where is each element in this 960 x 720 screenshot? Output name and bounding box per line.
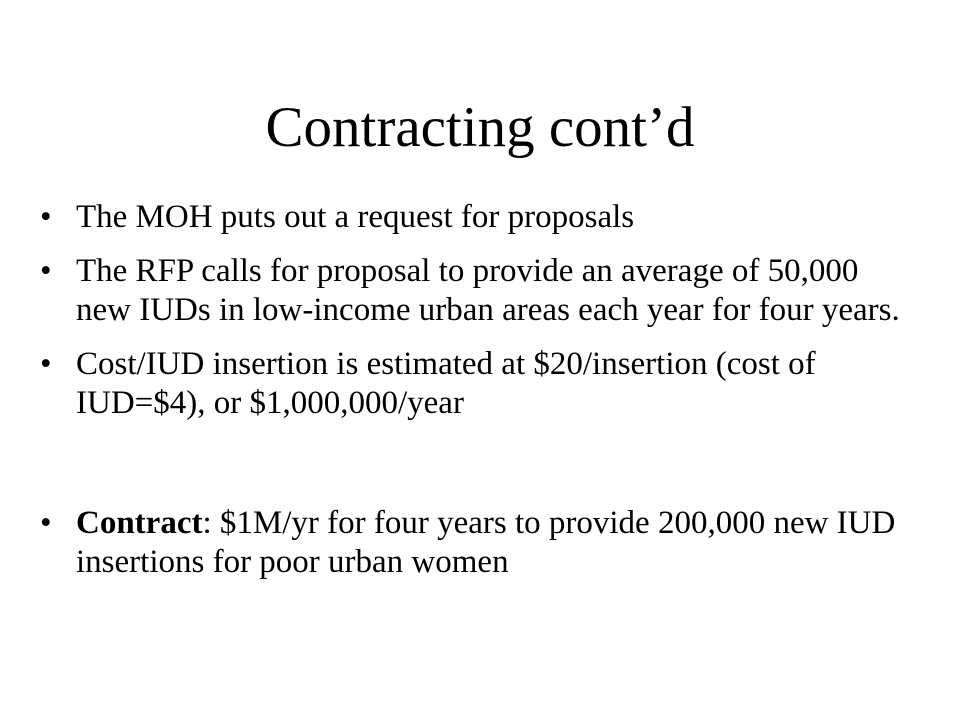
- slide-title: Contracting cont’d: [265, 96, 695, 159]
- bullet-lead-bold: Contract: [76, 505, 203, 541]
- bullet-item: [40, 345, 920, 423]
- bullet-dot-icon: •: [40, 253, 52, 289]
- bullet-dot-icon: •: [40, 346, 52, 382]
- bullet-item: [40, 198, 920, 237]
- bullet-item: [40, 504, 920, 582]
- bullet-list: [40, 198, 920, 597]
- bullet-text: : $1M/yr for four years to provide 200,000 new IUD insertions for poor urban women: [76, 505, 896, 580]
- bullet-dot-icon: •: [40, 199, 52, 235]
- bullet-text: Cost/IUD insertion is estimated at $20/insertion (cost of IUD=$4), or $1,000,000/year: [76, 346, 816, 421]
- bullet-dot-icon: •: [40, 505, 52, 541]
- bullet-text: The RFP calls for proposal to provide an average of 50,000 new IUDs in low-income urban areas each year for four years.: [76, 253, 900, 328]
- bullet-text: The MOH puts out a request for proposals: [76, 199, 635, 235]
- bullet-item: [40, 252, 920, 330]
